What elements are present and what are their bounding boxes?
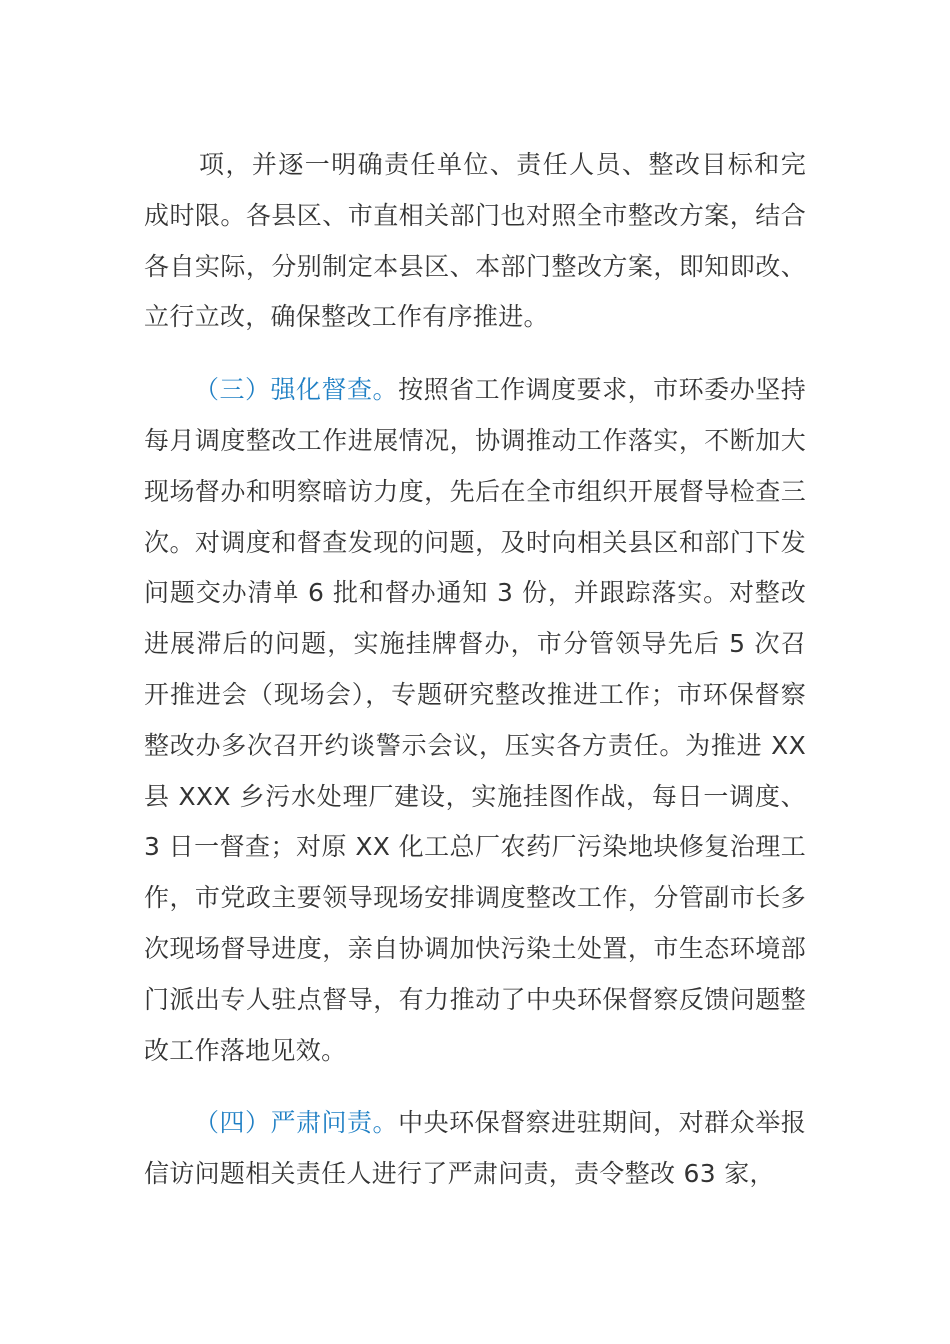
section-four-paragraph [144, 1098, 806, 1200]
section-four-heading: （四）严肃问责。 [194, 1108, 399, 1138]
paragraph-gap [144, 343, 806, 365]
section-three-paragraph [144, 365, 806, 1076]
paragraph-text: 项，并逐一明确责任单位、责任人员、整改目标和完成时限。各县区、市直相关部门也对照全市整改方案，结合各自实际，分别制定本县区、本部门整改方案，即知即改、立行立改，确保整改工作有序推进。 [144, 150, 806, 332]
paragraph-continuation [144, 140, 806, 343]
section-four-body: 中央环保督察进驻期间，对群众举报信访问题相关责任人进行了严肃问责，责令整改 63 家， [144, 1108, 806, 1189]
section-three-heading: （三）强化督查。 [194, 375, 399, 405]
paragraph-gap [144, 1076, 806, 1098]
section-three-body: 按照省工作调度要求，市环委办坚持每月调度整改工作进展情况，协调推动工作落实，不断加大现场督办和明察暗访力度，先后在全市组织开展督导检查三次。对调度和督查发现的问题，及时向相关县区和部门下发问题交办清单 6 批和督办通知 3 份，并跟踪落实。对整改进展滞后的问题，实施挂牌督办，市分管领导先后 5 次召开推进会（现场会），专题研究整改推进工作；市环保督察整改办多次召开约谈警示会议，压实各方责任。为推进 XX 县 XXX 乡污水处理厂建设，实施挂图作战，每日一调度、3 日一督查；对原 XX 化工总厂农药厂污染地块修复治理工作，市党政主要领导现场安排调度整改工作，分管副市长多次现场督导进度，亲自协调加快污染土处置，市生态环境部门派出专人驻点督导，有力推动了中央环保督察反馈问题整改工作落地见效。 [144, 375, 806, 1065]
document-body [144, 140, 806, 1200]
